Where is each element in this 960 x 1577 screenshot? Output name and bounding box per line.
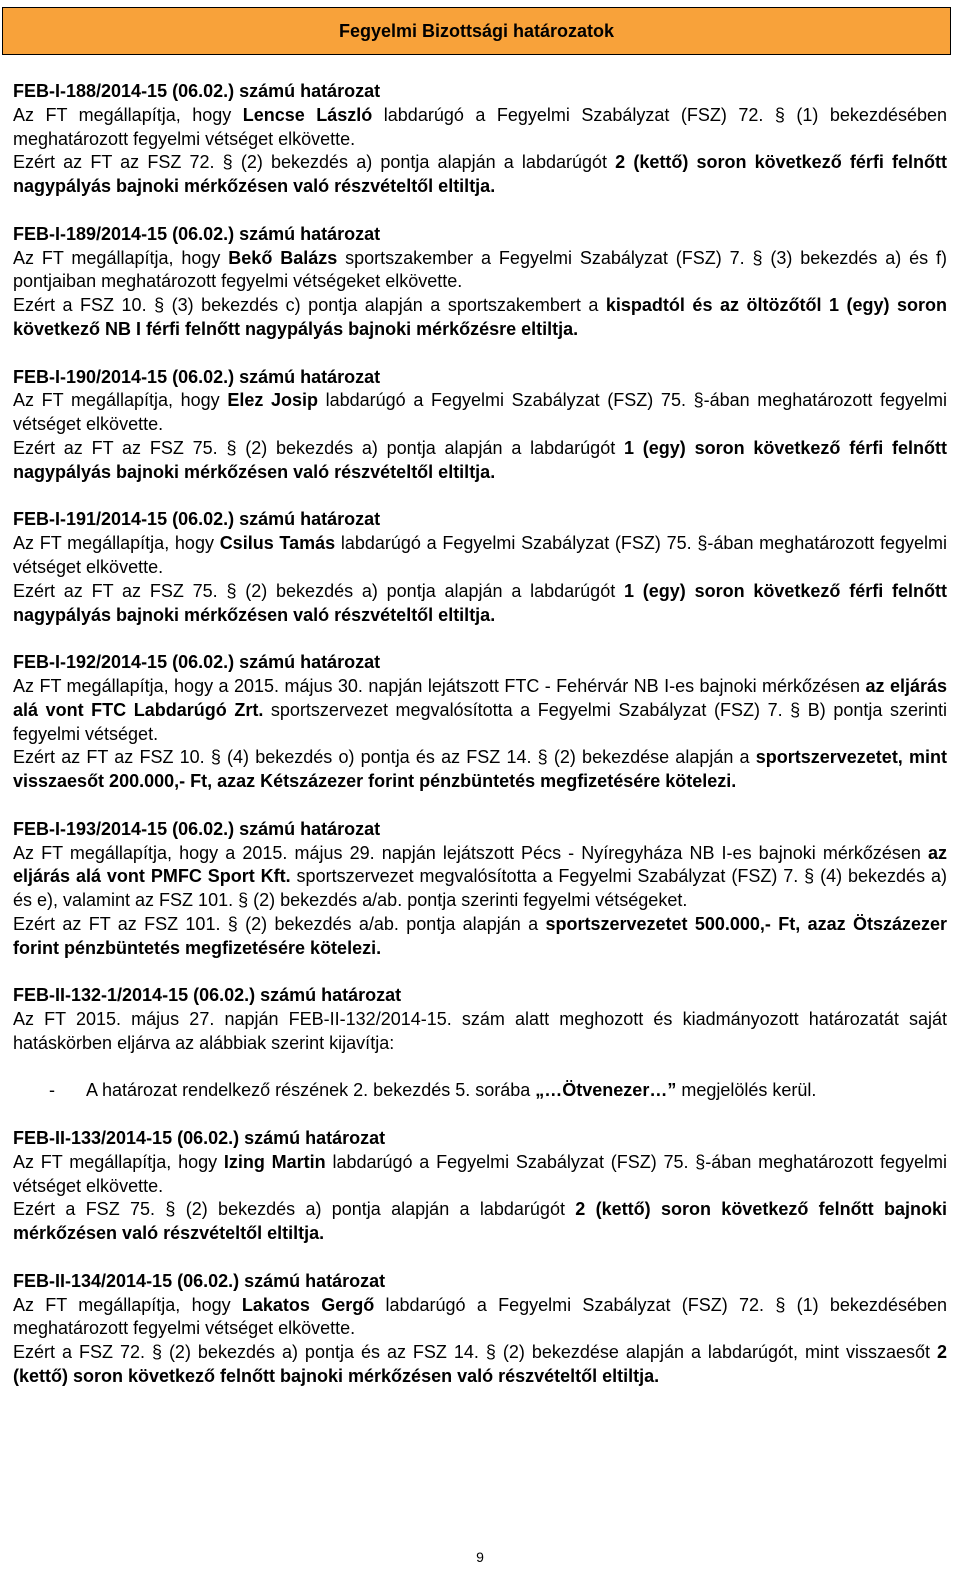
text-run: labdarúgó a Fegyelmi Szabályzat (FSZ) 75. §-ában meghatározott fegyelmi vétséget elkövette. (13, 390, 948, 435)
decision-block (13, 984, 947, 1103)
page-number: 9 (476, 1549, 484, 1565)
text-run: labdarúgó a Fegyelmi Szabályzat (FSZ) 75. §-ában meghatározott fegyelmi vétséget elkövette. (13, 533, 948, 577)
text-run: Ezért az FT az FSZ 10. § (4) bekezdés o) pontja és az FSZ 14. § (2) bekezdése alapján a (13, 747, 756, 768)
decision-ruling (13, 294, 947, 342)
decision-finding (13, 842, 947, 913)
bold-text: az eljárás alá vont FTC Labdarúgó Zrt. (13, 675, 947, 720)
correction-list (13, 1079, 947, 1103)
decision-finding (13, 675, 947, 746)
text-run: labdarúgó a Fegyelmi Szabályzat (FSZ) 75. §-ában meghatározott fegyelmi vétséget elkövette. (13, 1151, 947, 1196)
text-run: A határozat rendelkező részének 2. bekezdés 5. sorába (86, 1080, 536, 1101)
decision-title: FEB-II-134/2014-15 (06.02.) számú határozat (13, 1270, 386, 1291)
decision-title: FEB-I-191/2014-15 (06.02.) számú határozat (13, 509, 381, 530)
decision-block (13, 80, 947, 199)
list-bullet: - (49, 1080, 55, 1101)
text-run: Az FT megállapítja, hogy a 2015. május 29. napján lejátszott Pécs - Nyíregyháza NB I-es bajnoki mérkőzésen (13, 842, 928, 863)
bold-text: az eljárás alá vont PMFC Sport Kft. (13, 842, 947, 887)
text-run: Ezért az FT az FSZ 72. § (2) bekezdés a) pontja alapján a labdarúgót (13, 152, 616, 173)
bold-text: Csilus Tamás (219, 533, 336, 554)
decision-ruling (13, 580, 947, 628)
page-title: Fegyelmi Bizottsági határozatok (338, 20, 615, 41)
text-run: sportszervezet megvalósította a Fegyelmi Szabályzat (FSZ) 7. § (4) bekezdés a) és e), valamint az FSZ 101. § (2) bekezdés a/ab. pontja szerinti fegyelmi vétségeket. (13, 866, 947, 911)
decision-block (13, 1270, 947, 1389)
decision-ruling (13, 437, 947, 485)
bold-text: Elez Josip (227, 390, 318, 411)
text-run: Az FT megállapítja, hogy (13, 533, 220, 554)
text-run: Az FT 2015. május 27. napján FEB-II-132/2014-15. szám alatt meghozott és kiadmányozott határozatát saját hatáskörben eljárva az alábbiak szerint kijavítja: (13, 1009, 947, 1053)
decision-finding (13, 1008, 947, 1056)
decision-block (13, 223, 947, 342)
text-run: Az FT megállapítja, hogy (13, 247, 229, 268)
decision-ruling (13, 746, 947, 794)
decision-finding (13, 247, 947, 295)
bold-text: sportszervezetet 500.000,- Ft, azaz Ötszázezer forint pénzbüntetés megfizetésére kötelezi. (13, 913, 947, 958)
decision-block (13, 651, 947, 794)
bold-text: sportszervezetet, mint visszaesőt 200.000,- Ft, azaz Kétszázezer forint pénzbüntetés megfizetésére kötelezi. (13, 747, 947, 792)
decision-finding (13, 104, 947, 152)
decision-finding (13, 389, 947, 437)
text-run: Ezért a FSZ 72. § (2) bekezdés a) pontja és az FSZ 14. § (2) bekezdése alapján a labdarúgót, mint visszaesőt (13, 1342, 937, 1363)
text-run: Az FT megállapítja, hogy (13, 104, 243, 125)
text-run: Az FT megállapítja, hogy a 2015. május 30. napján lejátszott FTC - Fehérvár NB I-es bajnoki mérkőzésen (13, 675, 866, 696)
text-run: Ezért az FT az FSZ 101. § (2) bekezdés a/ab. pontja alapján a (13, 913, 546, 934)
text-run: Az FT megállapítja, hogy (13, 390, 228, 411)
bold-text: Izing Martin (223, 1151, 326, 1172)
decision-title: FEB-I-192/2014-15 (06.02.) számú határozat (13, 652, 381, 673)
decision-ruling (13, 151, 947, 199)
decision-title: FEB-I-193/2014-15 (06.02.) számú határozat (13, 818, 381, 839)
text-run: labdarúgó a Fegyelmi Szabályzat (FSZ) 72. § (1) bekezdésében meghatározott fegyelmi vétséget elkövette. (13, 1294, 947, 1339)
decision-title: FEB-II-132-1/2014-15 (06.02.) számú határozat (13, 985, 402, 1006)
bold-text: 2 (kettő) soron következő felnőtt bajnoki mérkőzésen való részvételtől eltiltja. (13, 1199, 948, 1244)
text-run: Ezért az FT az FSZ 75. § (2) bekezdés a) pontja alapján a labdarúgót (13, 580, 624, 601)
text-run: Az FT megállapítja, hogy (13, 1294, 242, 1315)
page-header (2, 7, 951, 55)
decision-block (13, 508, 947, 627)
decision-block (13, 818, 947, 961)
list-item (13, 1079, 947, 1103)
bold-text: kispadtól és az öltözőtől 1 (egy) soron következő NB I férfi felnőtt nagypályás bajnoki mérkőzésre eltiltja. (13, 295, 947, 339)
decision-title: FEB-I-190/2014-15 (06.02.) számú határozat (13, 366, 381, 387)
text-run: megjelölés kerül. (676, 1080, 817, 1101)
decision-ruling (13, 1341, 947, 1389)
list-item-text (86, 1079, 816, 1103)
text-run: labdarúgó a Fegyelmi Szabályzat (FSZ) 72. § (1) bekezdésében meghatározott fegyelmi vétséget elkövette. (13, 104, 948, 149)
bold-text: Bekő Balázs (228, 247, 338, 268)
bold-text: Lencse László (242, 104, 373, 125)
bold-text: Lakatos Gergő (241, 1294, 375, 1315)
decision-finding (13, 532, 947, 580)
text-run: Ezért a FSZ 75. § (2) bekezdés a) pontja alapján a labdarúgót (13, 1199, 576, 1220)
bold-text: 2 (kettő) soron következő férfi felnőtt nagypályás bajnoki mérkőzésen való részvételtől eltiltja. (13, 152, 947, 197)
text-run: sportszervezet megvalósította a Fegyelmi Szabályzat (FSZ) 7. § B) pontja szerinti fegyelmi vétséget. (13, 699, 947, 744)
decision-finding (13, 1151, 947, 1199)
decision-ruling (13, 1198, 947, 1246)
bold-text: 2 (kettő) soron következő felnőtt bajnoki mérkőzésen való részvételtől eltiltja. (13, 1342, 947, 1387)
decision-block (13, 1127, 947, 1246)
decision-title: FEB-II-133/2014-15 (06.02.) számú határozat (13, 1128, 386, 1149)
bold-text: „…Ötvenezer…” (535, 1080, 677, 1101)
text-run: sportszakember a Fegyelmi Szabályzat (FSZ) 7. § (3) bekezdés a) és f) pontjaiban meghatározott fegyelmi vétségeket elkövette. (13, 247, 947, 292)
bold-text: 1 (egy) soron következő férfi felnőtt nagypályás bajnoki mérkőzésen való részvételtől eltiltja. (13, 580, 947, 625)
decision-title: FEB-I-189/2014-15 (06.02.) számú határozat (13, 223, 381, 244)
decision-ruling (13, 913, 947, 961)
decision-block (13, 366, 947, 485)
decisions-list (13, 80, 947, 1413)
decision-title: FEB-I-188/2014-15 (06.02.) számú határozat (13, 81, 381, 101)
text-run: Ezért a FSZ 10. § (3) bekezdés c) pontja alapján a sportszakembert a (13, 295, 606, 316)
text-run: Az FT megállapítja, hogy (13, 1151, 224, 1172)
decision-finding (13, 1294, 947, 1342)
bold-text: 1 (egy) soron következő férfi felnőtt nagypályás bajnoki mérkőzésen való részvételtől eltiltja. (13, 437, 947, 482)
text-run: Ezért az FT az FSZ 75. § (2) bekezdés a) pontja alapján a labdarúgót (13, 437, 624, 458)
